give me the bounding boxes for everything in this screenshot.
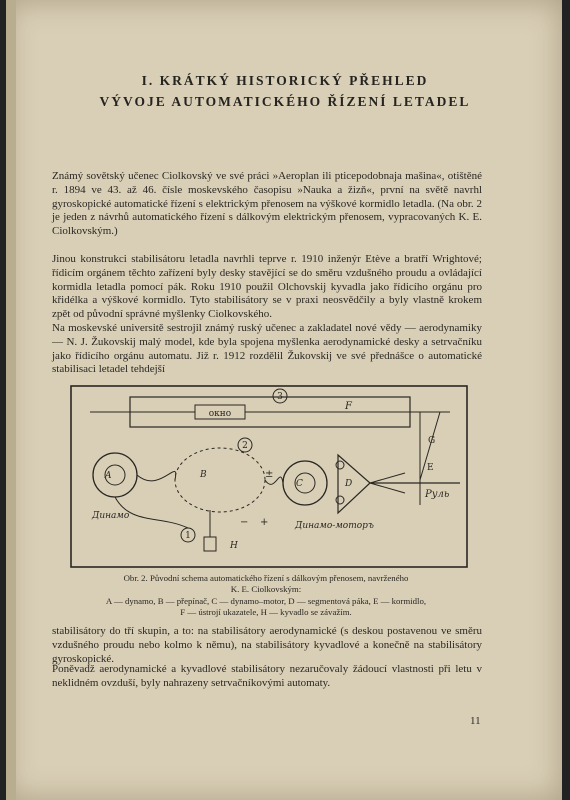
label-dynamo: Динамо	[92, 511, 130, 521]
paragraph-three-groups: stabilisátory do tří skupin, a to: na stabilisátory aerodynamické (s deskou postavenou ve směru vzdušného proudu nebo kolmo k němu), na stabilisátory kyvadlové a konečně na stabilisátory gyroskopické.	[52, 625, 482, 665]
label-3: 3	[277, 392, 283, 402]
page-number: 11	[470, 715, 481, 727]
label-pm: ±	[265, 469, 274, 480]
label-rul: Руль	[425, 489, 450, 500]
label-f: F	[345, 401, 352, 412]
figure-caption	[56, 573, 476, 595]
label-minus: −	[240, 517, 249, 528]
schematic-figure	[70, 385, 468, 568]
label-g: G	[428, 436, 436, 446]
page-gutter	[6, 0, 16, 800]
legend-line2: F — ústrojí ukazatele, H — kyvadlo se závažím.	[180, 607, 352, 617]
label-2: 2	[242, 441, 248, 451]
window-label: окно	[208, 409, 232, 419]
figure-legend	[56, 596, 476, 618]
paragraph-wright: Jinou konstrukci stabilisátoru letadla navrhli teprve r. 1910 inženýr Etève a bratří Wrightové; řídicím orgánem těchto zařízení byly desky stavějící se do směru vzdušného proudu a ovládající kormidla letadla pomocí pák. Roku 1910 použil Olchovskij kyvadla jako řídicího orgánu pro křidélka a výškové kormidlo. Tyto stabilisátory se v praxi neosvědčily a byly vlastně krokem zpět od původní správné myšlenky Ciolkovského.	[52, 253, 482, 321]
label-c: C	[296, 479, 303, 489]
label-h: H	[230, 541, 238, 551]
paragraph-gyro-automats: Poněvadž aerodynamické a kyvadlové stabilisátory nezaručovaly žádoucí vlastnosti při letu v neklidném ovzduší, byly nahrazeny setrvačníkovými automaty.	[52, 663, 482, 689]
caption-line2: K. E. Ciolkovským:	[230, 584, 302, 594]
label-plus: +	[260, 517, 269, 528]
label-b: B	[200, 470, 207, 480]
chapter-heading-line2: VÝVOJE AUTOMATICKÉHO ŘÍZENÍ LETADEL	[99, 94, 471, 109]
legend-line1: A — dynamo, B — přepínač, C — dynamo–motor, D — segmentová páka, E — kormidlo,	[105, 596, 427, 606]
label-e: E	[427, 463, 434, 473]
label-d: D	[345, 479, 353, 489]
paragraph-ciolkovsky: Známý sovětský učenec Ciolkovský ve své práci »Aeroplan ili pticepodobnaja mašina«, otištěné r. 1894 ve 43. až 46. čísle moskevského časopisu »Nauka a žizň«, první na světě navrhl gyroskopické automatické řízení s elektrickým přenosem na výškové kormidlo letadla. (Na obr. 2 je jeden z návrhů automatického řízení s dálkovým elektrickým přenosem, vypracovaných K. E. Ciolkovským.)	[52, 170, 482, 238]
chapter-heading-line1: I. KRÁTKÝ HISTORICKÝ PŘEHLED	[141, 73, 429, 88]
label-dynamo-motor: Динамо-моторъ	[295, 521, 374, 531]
label-1: 1	[185, 531, 191, 541]
caption-line1: Obr. 2. Původní schema automatického řízení s dálkovým přenosem, navrženého	[123, 573, 409, 583]
paragraph-zukovskij: Na moskevské universitě sestrojil známý ruský učenec a zakladatel nové vědy — aerodynamiky — N. J. Žukovskij malý model, kde byla spojena myšlenka aerodynamické desky a setrvačníku jako řídicího orgánu automatu. Již r. 1912 rozdělil Žukovskij ve své přednášce o automatické stabilisaci letadel tehdejší	[52, 322, 482, 376]
label-a: A	[105, 471, 112, 481]
